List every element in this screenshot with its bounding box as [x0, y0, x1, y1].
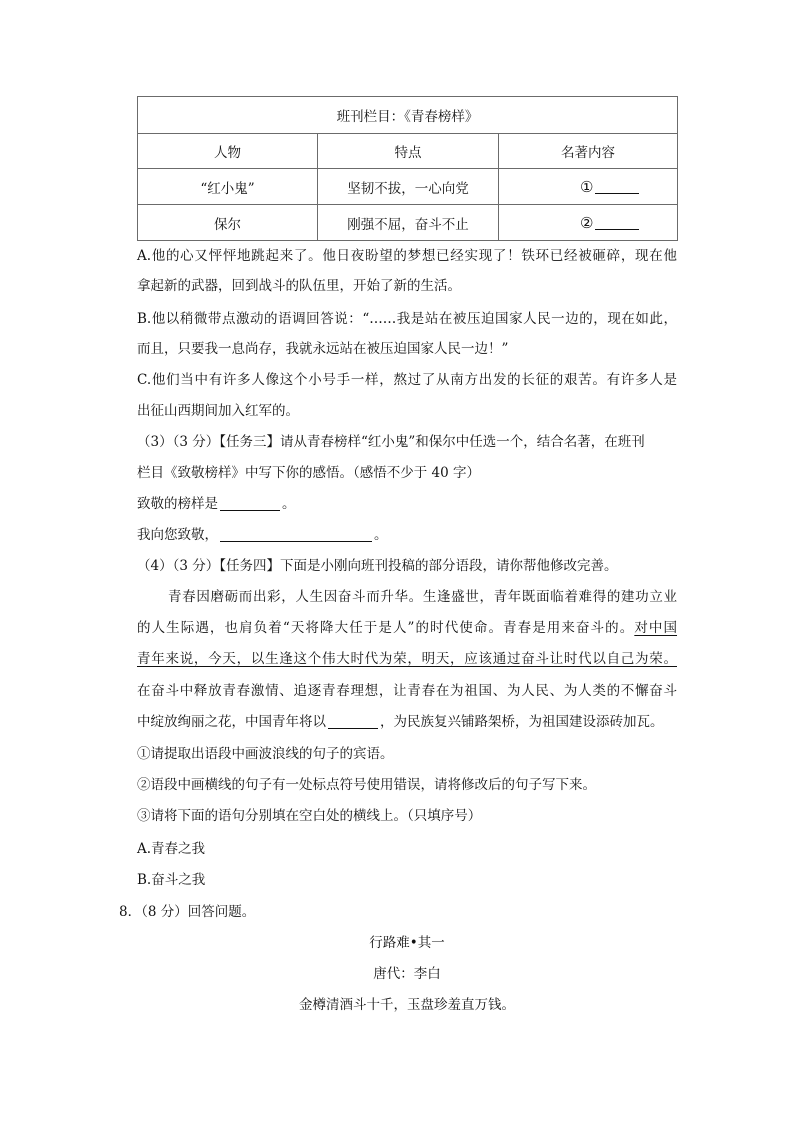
sub-question-2: ②语段中画横线的句子有一处标点符号使用错误，请将修改后的句子写下来。 [137, 777, 596, 793]
fill2-prefix: 我向您致敬， [137, 527, 218, 543]
answer-blank [595, 179, 639, 194]
option-b-line1: B.他以稍微带点激动的语调回答说：“……我是站在被压迫国家人民一边的，现在如此， [137, 311, 677, 327]
passage-line2 [137, 618, 677, 638]
circled-marker: ① [580, 177, 594, 196]
task3-line2: 栏目《致敬榜样》中写下你的感悟。（感悟不少于 40 字） [137, 465, 481, 481]
row-content [499, 205, 678, 241]
passage-line2-text: 的人生际遇，也肩负着“天将降大任于是人”的时代使命。青春是用来奋斗的。 [137, 620, 635, 636]
poem-line: 金樽清酒斗十千，玉盘珍羞直万钱。 [299, 997, 515, 1013]
option-b-line2: 而且，只要我一息尚存，我就永远站在被压迫国家人民一边！” [137, 341, 509, 357]
fill-option-b: B.奋斗之我 [137, 872, 206, 888]
answer-blank [220, 496, 280, 511]
header-trait: 特点 [318, 134, 499, 169]
option-a-line2: 拿起新的武器，回到战斗的队伍里，开始了新的生活。 [137, 278, 461, 294]
row-content [499, 169, 678, 205]
question-8-heading: 8．（8 分）回答问题。 [119, 904, 256, 920]
sub-question-3: ③请将下面的语句分别填在空白处的横线上。（只填序号） [137, 808, 482, 824]
passage-line5-prefix: 中绽放绚丽之花，中国青年将以 [137, 714, 326, 730]
circled-marker: ② [580, 213, 594, 232]
header-person: 人物 [138, 134, 318, 169]
option-c-line2: 出征山西期间加入红军的。 [137, 403, 299, 419]
passage-line5 [137, 712, 664, 732]
row-trait: 刚强不屈，奋斗不止 [318, 205, 499, 241]
task3-fill1 [137, 494, 296, 514]
fill1-prefix: 致敬的榜样是 [137, 496, 218, 512]
answer-blank [328, 714, 378, 729]
answer-blank [595, 215, 639, 230]
poem-author: 唐代：李白 [373, 966, 441, 982]
task3-fill2 [137, 525, 388, 545]
answer-blank [220, 527, 372, 542]
passage-line5-suffix: ，为民族复兴铺路架桥，为祖国建设添砖加瓦。 [380, 714, 664, 730]
fill2-suffix: 。 [374, 527, 388, 543]
banner-table [137, 96, 678, 241]
task4-line1: （4）（3 分）【任务四】下面是小刚向班刊投稿的部分语段，请你帮他修改完善。 [137, 558, 618, 574]
table-row [138, 205, 678, 241]
poem-title: 行路难•其一 [369, 935, 445, 951]
header-content: 名著内容 [499, 134, 678, 169]
option-c-line1: C.他们当中有许多人像这个小号手一样，熬过了从南方出发的长征的艰苦。有许多人是 [137, 372, 677, 388]
row-person: “红小鬼” [138, 169, 318, 205]
row-person: 保尔 [138, 205, 318, 241]
row-trait: 坚韧不拔，一心向党 [318, 169, 499, 205]
fill1-suffix: 。 [282, 496, 296, 512]
task3-line1: （3）（3 分）【任务三】请从青春榜样“红小鬼”和保尔中任选一个，结合名著，在班刊 [137, 434, 645, 450]
passage-line4: 在奋斗中释放青春激情、追逐青春理想，让青春在为祖国、为人民、为人类的不懈奋斗 [137, 683, 677, 699]
fill-option-a: A.青春之我 [137, 841, 206, 857]
underlined-sentence-start: 对中国 [634, 620, 678, 636]
sub-question-1: ①请提取出语段中画波浪线的句子的宾语。 [137, 746, 394, 762]
underlined-sentence: 青年来说，今天，以生逢这个伟大时代为荣，明天，应该通过奋斗让时代以自己为荣。 [137, 651, 677, 667]
option-a-line1: A.他的心又怦怦地跳起来了。他日夜盼望的梦想已经实现了！铁环已经被砸碎，现在他 [137, 248, 677, 264]
passage-line1: 青春因磨砺而出彩，人生因奋斗而升华。生逢盛世，青年既面临着难得的建功立业 [168, 589, 677, 605]
table-title: 班刊栏目：《青春榜样》 [138, 97, 678, 134]
table-row [138, 169, 678, 205]
